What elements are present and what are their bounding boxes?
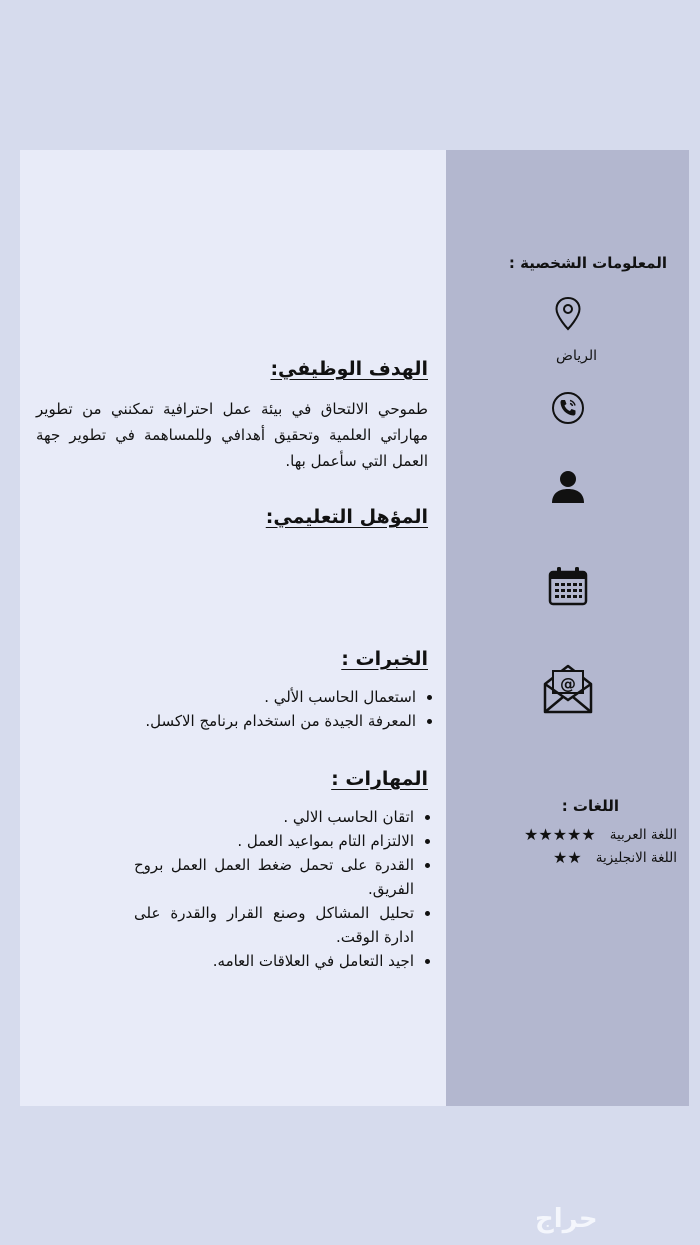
location-pin-icon	[553, 296, 583, 332]
language-name: اللغة العربية	[609, 826, 677, 843]
person-icon	[550, 470, 586, 504]
language-row-english	[477, 848, 677, 867]
svg-text:@: @	[559, 674, 576, 693]
language-row-arabic	[477, 825, 677, 844]
phone-icon	[551, 391, 585, 425]
star-rating: ★★★★★	[524, 825, 596, 844]
objective-text: طموحي الالتحاق في بيئة عمل احترافية تمكنني من تطوير مهاراتي العلمية وتحقيق أهدافي وللمساهمة في تطوير جهة العمل التي سأعمل بها.	[36, 400, 428, 470]
city-text: الرياض	[556, 348, 597, 364]
personal-info-title: المعلومات الشخصية :	[508, 254, 667, 272]
email-icon	[543, 662, 593, 714]
resume-sheet	[20, 150, 689, 1106]
list-item: • اتقان الحاسب الالي .	[134, 805, 414, 829]
haraj-watermark: حراج	[535, 1204, 598, 1234]
skills-list	[134, 805, 414, 973]
list-item: • استعمال الحاسب الألي .	[56, 685, 416, 709]
language-name: اللغة الانجليزية	[595, 849, 677, 866]
list-item: • تحليل المشاكل وصنع القرار والقدرة على ادارة الوقت.	[134, 901, 414, 949]
experience-title: الخبرات :	[341, 648, 428, 670]
calendar-icon	[548, 566, 588, 606]
languages-title: اللغات :	[561, 797, 619, 815]
list-item: • اجيد التعامل في العلاقات العامه.	[134, 949, 414, 973]
resume-sidebar	[446, 150, 689, 1106]
star-rating: ★★	[553, 848, 582, 867]
education-title: المؤهل التعليمي:	[265, 506, 428, 528]
list-item: • القدرة على تحمل ضغط العمل العمل بروح الفريق.	[134, 853, 414, 901]
experience-list	[56, 685, 416, 733]
list-item: • المعرفة الجيدة من استخدام برنامج الاكسل.	[56, 709, 416, 733]
skills-title: المهارات :	[331, 768, 428, 790]
objective-title: الهدف الوظيفي:	[270, 358, 428, 380]
list-item: • الالتزام التام بمواعيد العمل .	[134, 829, 414, 853]
resume-main-column	[20, 150, 446, 1106]
